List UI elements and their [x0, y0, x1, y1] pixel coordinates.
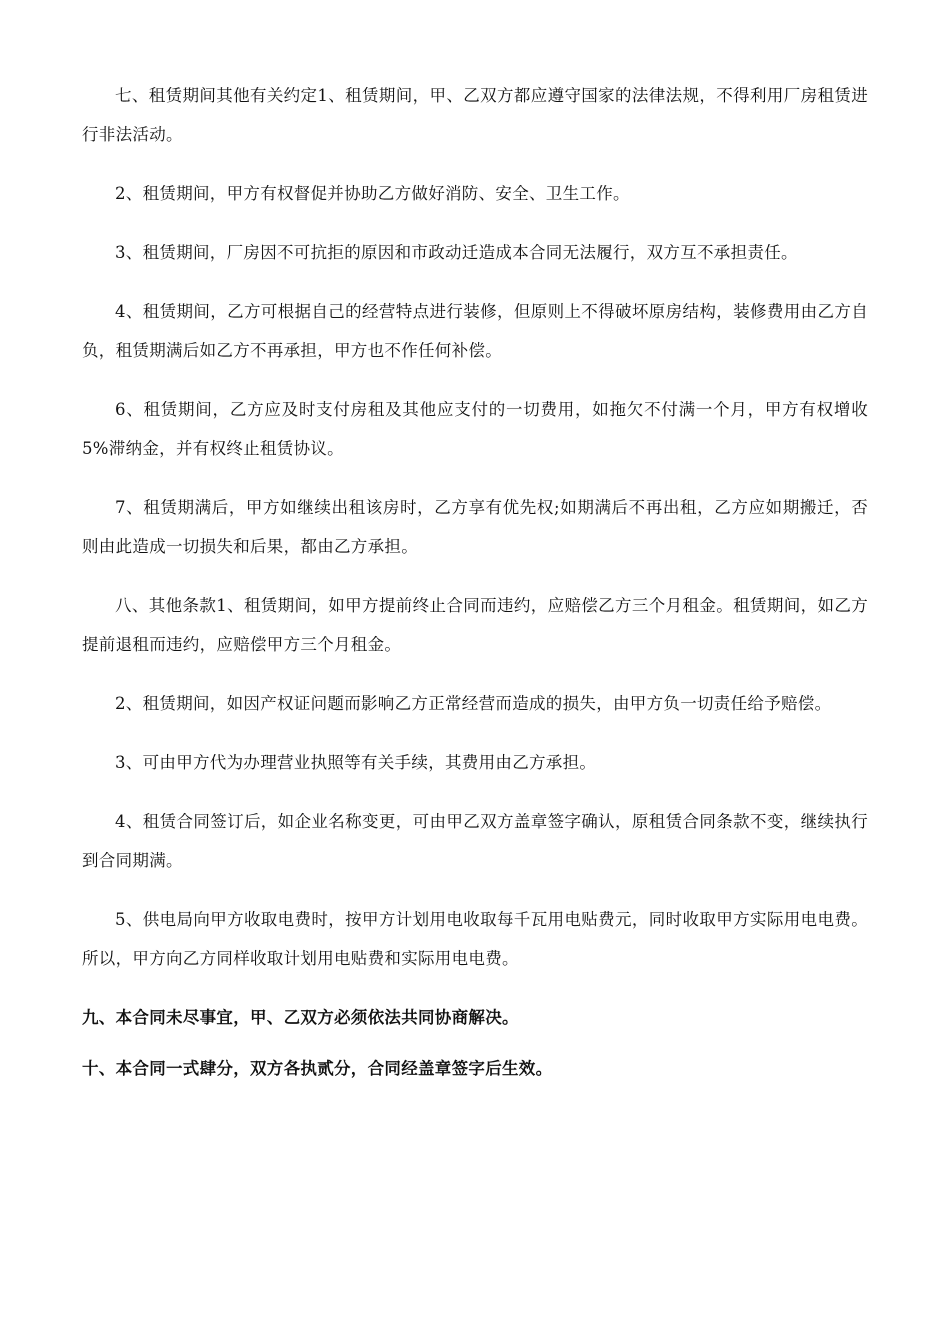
- paragraph-clause-7-item-7: 7、租赁期满后，甲方如继续出租该房时，乙方享有优先权;如期满后不再出租，乙方应如期搬迁，否则由此造成一切损失和后果，都由乙方承担。: [82, 498, 868, 556]
- paragraph-clause-7-item-2: 2、租赁期间，甲方有权督促并协助乙方做好消防、安全、卫生工作。: [115, 184, 630, 203]
- paragraph-clause-8-item-4: 4、租赁合同签订后，如企业名称变更，可由甲乙双方盖章签字确认，原租赁合同条款不变，继续执行到合同期满。: [82, 812, 868, 870]
- paragraph-clause-7-item-6: 6、租赁期间，乙方应及时支付房租及其他应支付的一切费用，如拖欠不付满一个月，甲方有权增收5%滞纳金，并有权终止租赁协议。: [82, 400, 868, 458]
- paragraph-clause-8-item-3: 3、可由甲方代为办理营业执照等有关手续，其费用由乙方承担。: [115, 753, 597, 772]
- clause-9-heading: 九、本合同未尽事宜，甲、乙双方必须依法共同协商解决。: [82, 1008, 519, 1027]
- document-body: [82, 76, 868, 1100]
- paragraph-clause-7-item-4: 4、租赁期间，乙方可根据自己的经营特点进行装修，但原则上不得破坏原房结构，装修费用由乙方自负，租赁期满后如乙方不再承担，甲方也不作任何补偿。: [82, 302, 868, 360]
- paragraph-clause-7-item-1: 七、租赁期间其他有关约定1、租赁期间，甲、乙双方都应遵守国家的法律法规，不得利用厂房租赁进行非法活动。: [82, 86, 868, 144]
- paragraph-clause-8-item-5: 5、供电局向甲方收取电费时，按甲方计划用电收取每千瓦用电贴费元，同时收取甲方实际用电电费。所以，甲方向乙方同样收取计划用电贴费和实际用电电费。: [82, 910, 868, 968]
- paragraph-clause-8-item-1: 八、其他条款1、租赁期间，如甲方提前终止合同而违约，应赔偿乙方三个月租金。租赁期间，如乙方提前退租而违约，应赔偿甲方三个月租金。: [82, 596, 868, 654]
- paragraph-clause-7-item-3: 3、租赁期间，厂房因不可抗拒的原因和市政动迁造成本合同无法履行，双方互不承担责任。: [115, 243, 798, 262]
- clause-10-heading: 十、本合同一式肆分，双方各执贰分，合同经盖章签字后生效。: [82, 1059, 553, 1078]
- paragraph-clause-8-item-2: 2、租赁期间，如因产权证问题而影响乙方正常经营而造成的损失，由甲方负一切责任给予赔偿。: [115, 694, 832, 713]
